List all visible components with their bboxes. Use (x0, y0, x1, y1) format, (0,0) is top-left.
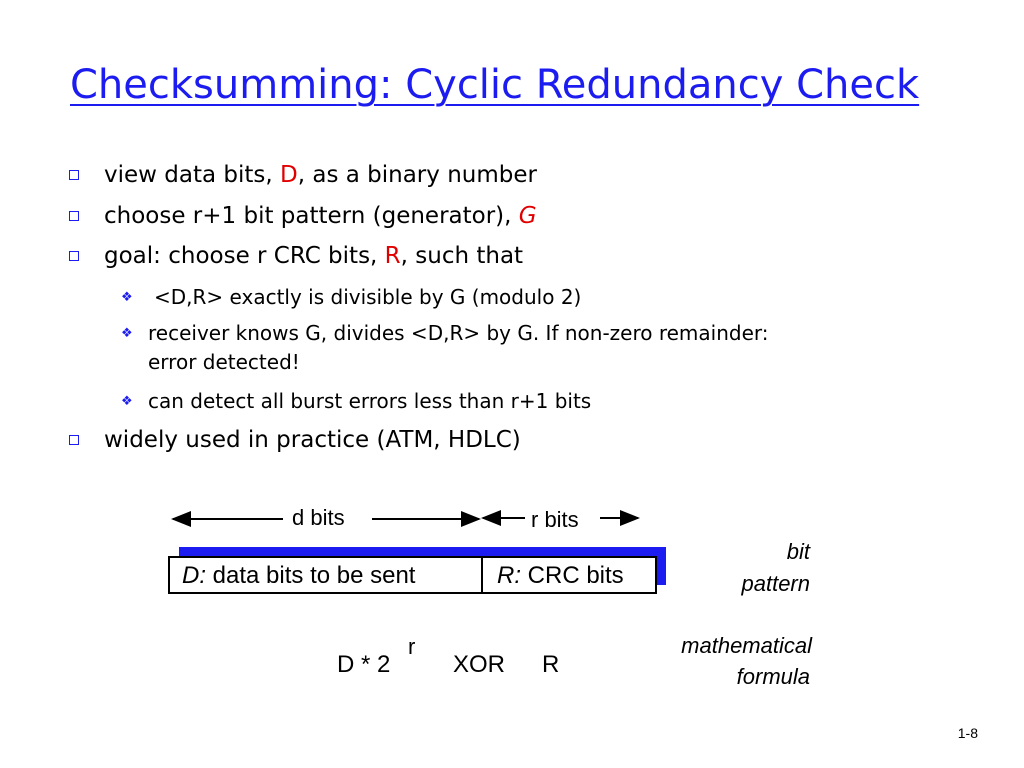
page-number: 1-8 (957, 725, 978, 741)
sub-bullet-3: can detect all burst errors less than r+1 bits (148, 389, 592, 413)
r-box-text: CRC bits (521, 562, 624, 589)
r-bits-label: r bits (531, 507, 579, 532)
d-prefix: D: (182, 562, 206, 589)
bullet-1-text-end: , as a binary number (297, 162, 537, 188)
d-box-text: data bits to be sent (206, 562, 416, 589)
bullet-1-var: D (280, 162, 298, 188)
bit-pattern-line-1: bit (786, 539, 810, 564)
bit-pattern-line-2: pattern (741, 571, 810, 596)
bullet-3-text: goal: choose r CRC bits, (104, 243, 385, 269)
formula-xor: XOR (453, 651, 506, 678)
r-prefix: R: (497, 562, 521, 589)
diamond-bullet-icon: ❖ (121, 326, 133, 341)
d-bits-label: d bits (292, 505, 345, 530)
math-formula-line-1: mathematical (681, 633, 812, 658)
bullet-2-text: choose r+1 bit pattern (generator), (104, 203, 519, 229)
formula-r: R (542, 651, 560, 678)
sub-bullet-2-line-2: error detected! (148, 350, 300, 374)
bullet-1-text: view data bits, (104, 162, 281, 188)
bullet-2-var: G (518, 203, 537, 229)
sub-bullet-1: <D,R> exactly is divisible by G (modulo 2) (154, 285, 582, 309)
bullet-4: widely used in practice (ATM, HDLC) (104, 427, 521, 453)
bullet-3-text-end: , such that (400, 243, 524, 269)
sub-bullet-2-line-1: receiver knows G, divides <D,R> by G. If non-zero remainder: (148, 321, 769, 345)
math-formula-line-2: formula (736, 664, 810, 689)
crc-bits-box (481, 556, 657, 594)
diamond-bullet-icon: ❖ (121, 290, 133, 305)
formula-base: D * 2 (337, 651, 391, 678)
formula-exponent: r (408, 634, 416, 659)
diamond-bullet-icon: ❖ (121, 394, 133, 409)
slide-title: Checksumming: Cyclic Redundancy Check (70, 62, 920, 108)
data-bits-box (168, 556, 483, 594)
bullet-3-var: R (384, 243, 401, 269)
